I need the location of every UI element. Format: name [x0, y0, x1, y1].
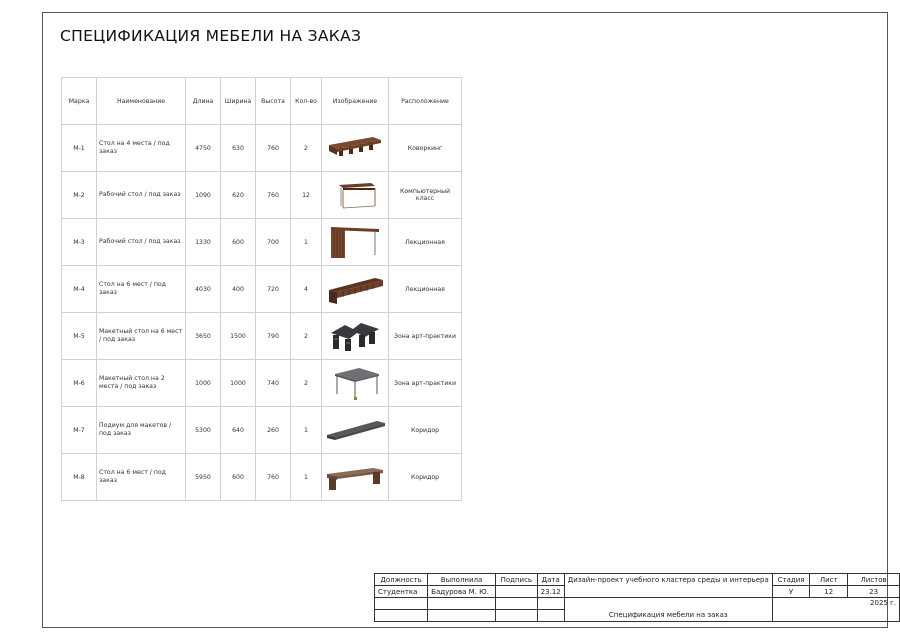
cell-mark: М-7 — [62, 407, 97, 454]
cell-location: Коридор — [389, 407, 462, 454]
cell-height: 760 — [256, 125, 291, 172]
stamp-empty-cell — [375, 598, 428, 610]
spec-header-row — [62, 78, 462, 125]
cell-image — [322, 360, 389, 407]
desk-icon — [325, 178, 385, 212]
cell-height: 790 — [256, 313, 291, 360]
cell-length: 3650 — [186, 313, 221, 360]
cell-name: Стол на 6 мест / под заказ — [97, 454, 186, 501]
cell-mark: М-2 — [62, 172, 97, 219]
header-location: Расположение — [389, 78, 462, 125]
stamp-date-header: Дата — [537, 574, 564, 586]
cell-width: 620 — [221, 172, 256, 219]
cell-image — [322, 266, 389, 313]
cell-location: Зона арт-практики — [389, 313, 462, 360]
cell-length: 4750 — [186, 125, 221, 172]
cell-image — [322, 219, 389, 266]
header-qty: Кол-во — [291, 78, 322, 125]
cell-width: 1500 — [221, 313, 256, 360]
table-row — [62, 219, 462, 266]
cell-name: Рабочий стол / под заказ — [97, 172, 186, 219]
stamp-signature-header: Подпись — [495, 574, 537, 586]
cell-name: Рабочий стол / под заказ — [97, 219, 186, 266]
stamp-empty-cell — [495, 598, 537, 610]
cell-height: 720 — [256, 266, 291, 313]
cell-height: 260 — [256, 407, 291, 454]
table-row — [62, 454, 462, 501]
stamp-sheets: 23 — [848, 586, 900, 598]
cell-location: Лекционная — [389, 266, 462, 313]
cell-mark: М-4 — [62, 266, 97, 313]
cell-width: 600 — [221, 219, 256, 266]
cell-qty: 1 — [291, 407, 322, 454]
cell-qty: 2 — [291, 360, 322, 407]
table-row — [62, 125, 462, 172]
cell-location: Коридор — [389, 454, 462, 501]
stamp-empty-cell — [428, 610, 496, 622]
cell-qty: 2 — [291, 313, 322, 360]
table-row — [62, 313, 462, 360]
cell-height: 760 — [256, 172, 291, 219]
header-length: Длина — [186, 78, 221, 125]
cell-mark: М-1 — [62, 125, 97, 172]
cell-location: Коворкинг — [389, 125, 462, 172]
cell-length: 5950 — [186, 454, 221, 501]
cell-image — [322, 313, 389, 360]
model-table-icon — [325, 317, 385, 355]
podium-icon — [325, 413, 385, 447]
stamp-performed-header: Выполнила — [428, 574, 496, 586]
cell-image — [322, 454, 389, 501]
cell-length: 4030 — [186, 266, 221, 313]
stamp-stage-header: Стадия — [772, 574, 810, 586]
cell-name: Стол на 4 места / под заказ — [97, 125, 186, 172]
title-block-row — [375, 598, 900, 610]
cell-image — [322, 172, 389, 219]
cell-mark: М-8 — [62, 454, 97, 501]
long-bench-icon — [325, 131, 385, 165]
stamp-author: Бадурова М. Ю. — [428, 586, 496, 598]
table-row — [62, 360, 462, 407]
cell-width: 640 — [221, 407, 256, 454]
stamp-sheet-header: Лист — [810, 574, 848, 586]
cell-qty: 1 — [291, 219, 322, 266]
cell-mark: М-5 — [62, 313, 97, 360]
table-row — [62, 407, 462, 454]
slatted-table-icon — [325, 272, 385, 306]
cell-qty: 2 — [291, 125, 322, 172]
stamp-empty-cell — [495, 610, 537, 622]
stamp-signature — [495, 586, 537, 598]
panel-desk-icon — [325, 223, 385, 261]
cell-height: 700 — [256, 219, 291, 266]
cell-height: 760 — [256, 454, 291, 501]
stamp-position-header: Должность — [375, 574, 428, 586]
header-width: Ширина — [221, 78, 256, 125]
cell-image — [322, 407, 389, 454]
cell-name: Макетный стол на 2 места / под заказ — [97, 360, 186, 407]
cell-length: 5300 — [186, 407, 221, 454]
stamp-empty-cell — [537, 610, 564, 622]
cell-width: 1000 — [221, 360, 256, 407]
cell-name: Стол на 6 мест / под заказ — [97, 266, 186, 313]
spec-table — [61, 77, 462, 501]
page-title: СПЕЦИФИКАЦИЯ МЕБЕЛИ НА ЗАКАЗ — [60, 27, 362, 45]
cell-height: 740 — [256, 360, 291, 407]
cell-length: 1090 — [186, 172, 221, 219]
stamp-date: 23.12 — [537, 586, 564, 598]
cell-length: 1000 — [186, 360, 221, 407]
title-block — [374, 573, 900, 622]
stamp-sheets-header: Листов — [848, 574, 900, 586]
square-table-icon — [325, 364, 385, 402]
cell-qty: 4 — [291, 266, 322, 313]
cell-name: Подиум для макетов / под заказ — [97, 407, 186, 454]
stamp-year: 2025 г. — [772, 598, 899, 622]
table-row — [62, 172, 462, 219]
cell-location: Компьютерный класс — [389, 172, 462, 219]
stamp-position: Студентка — [375, 586, 428, 598]
title-block-header-row — [375, 574, 900, 586]
stamp-empty-cell — [537, 598, 564, 610]
cell-image — [322, 125, 389, 172]
cell-name: Макетный стол на 6 мест / под заказ — [97, 313, 186, 360]
cell-width: 630 — [221, 125, 256, 172]
header-image: Изображение — [322, 78, 389, 125]
cell-width: 600 — [221, 454, 256, 501]
table-row — [62, 266, 462, 313]
header-mark: Марка — [62, 78, 97, 125]
cell-qty: 1 — [291, 454, 322, 501]
stamp-project-name: Дизайн-проект учебного кластера среды и интерьера — [564, 574, 772, 598]
cell-mark: М-6 — [62, 360, 97, 407]
cell-length: 1330 — [186, 219, 221, 266]
cell-location: Зона арт-практики — [389, 360, 462, 407]
cell-mark: М-3 — [62, 219, 97, 266]
header-height: Высота — [256, 78, 291, 125]
stamp-stage: У — [772, 586, 810, 598]
stamp-sheet: 12 — [810, 586, 848, 598]
cell-qty: 12 — [291, 172, 322, 219]
header-name: Наименование — [97, 78, 186, 125]
cell-width: 400 — [221, 266, 256, 313]
bench-table-icon — [325, 460, 385, 494]
stamp-sheet-title: Спецификация мебели на заказ — [564, 598, 772, 622]
cell-location: Лекционная — [389, 219, 462, 266]
stamp-empty-cell — [375, 610, 428, 622]
stamp-empty-cell — [428, 598, 496, 610]
